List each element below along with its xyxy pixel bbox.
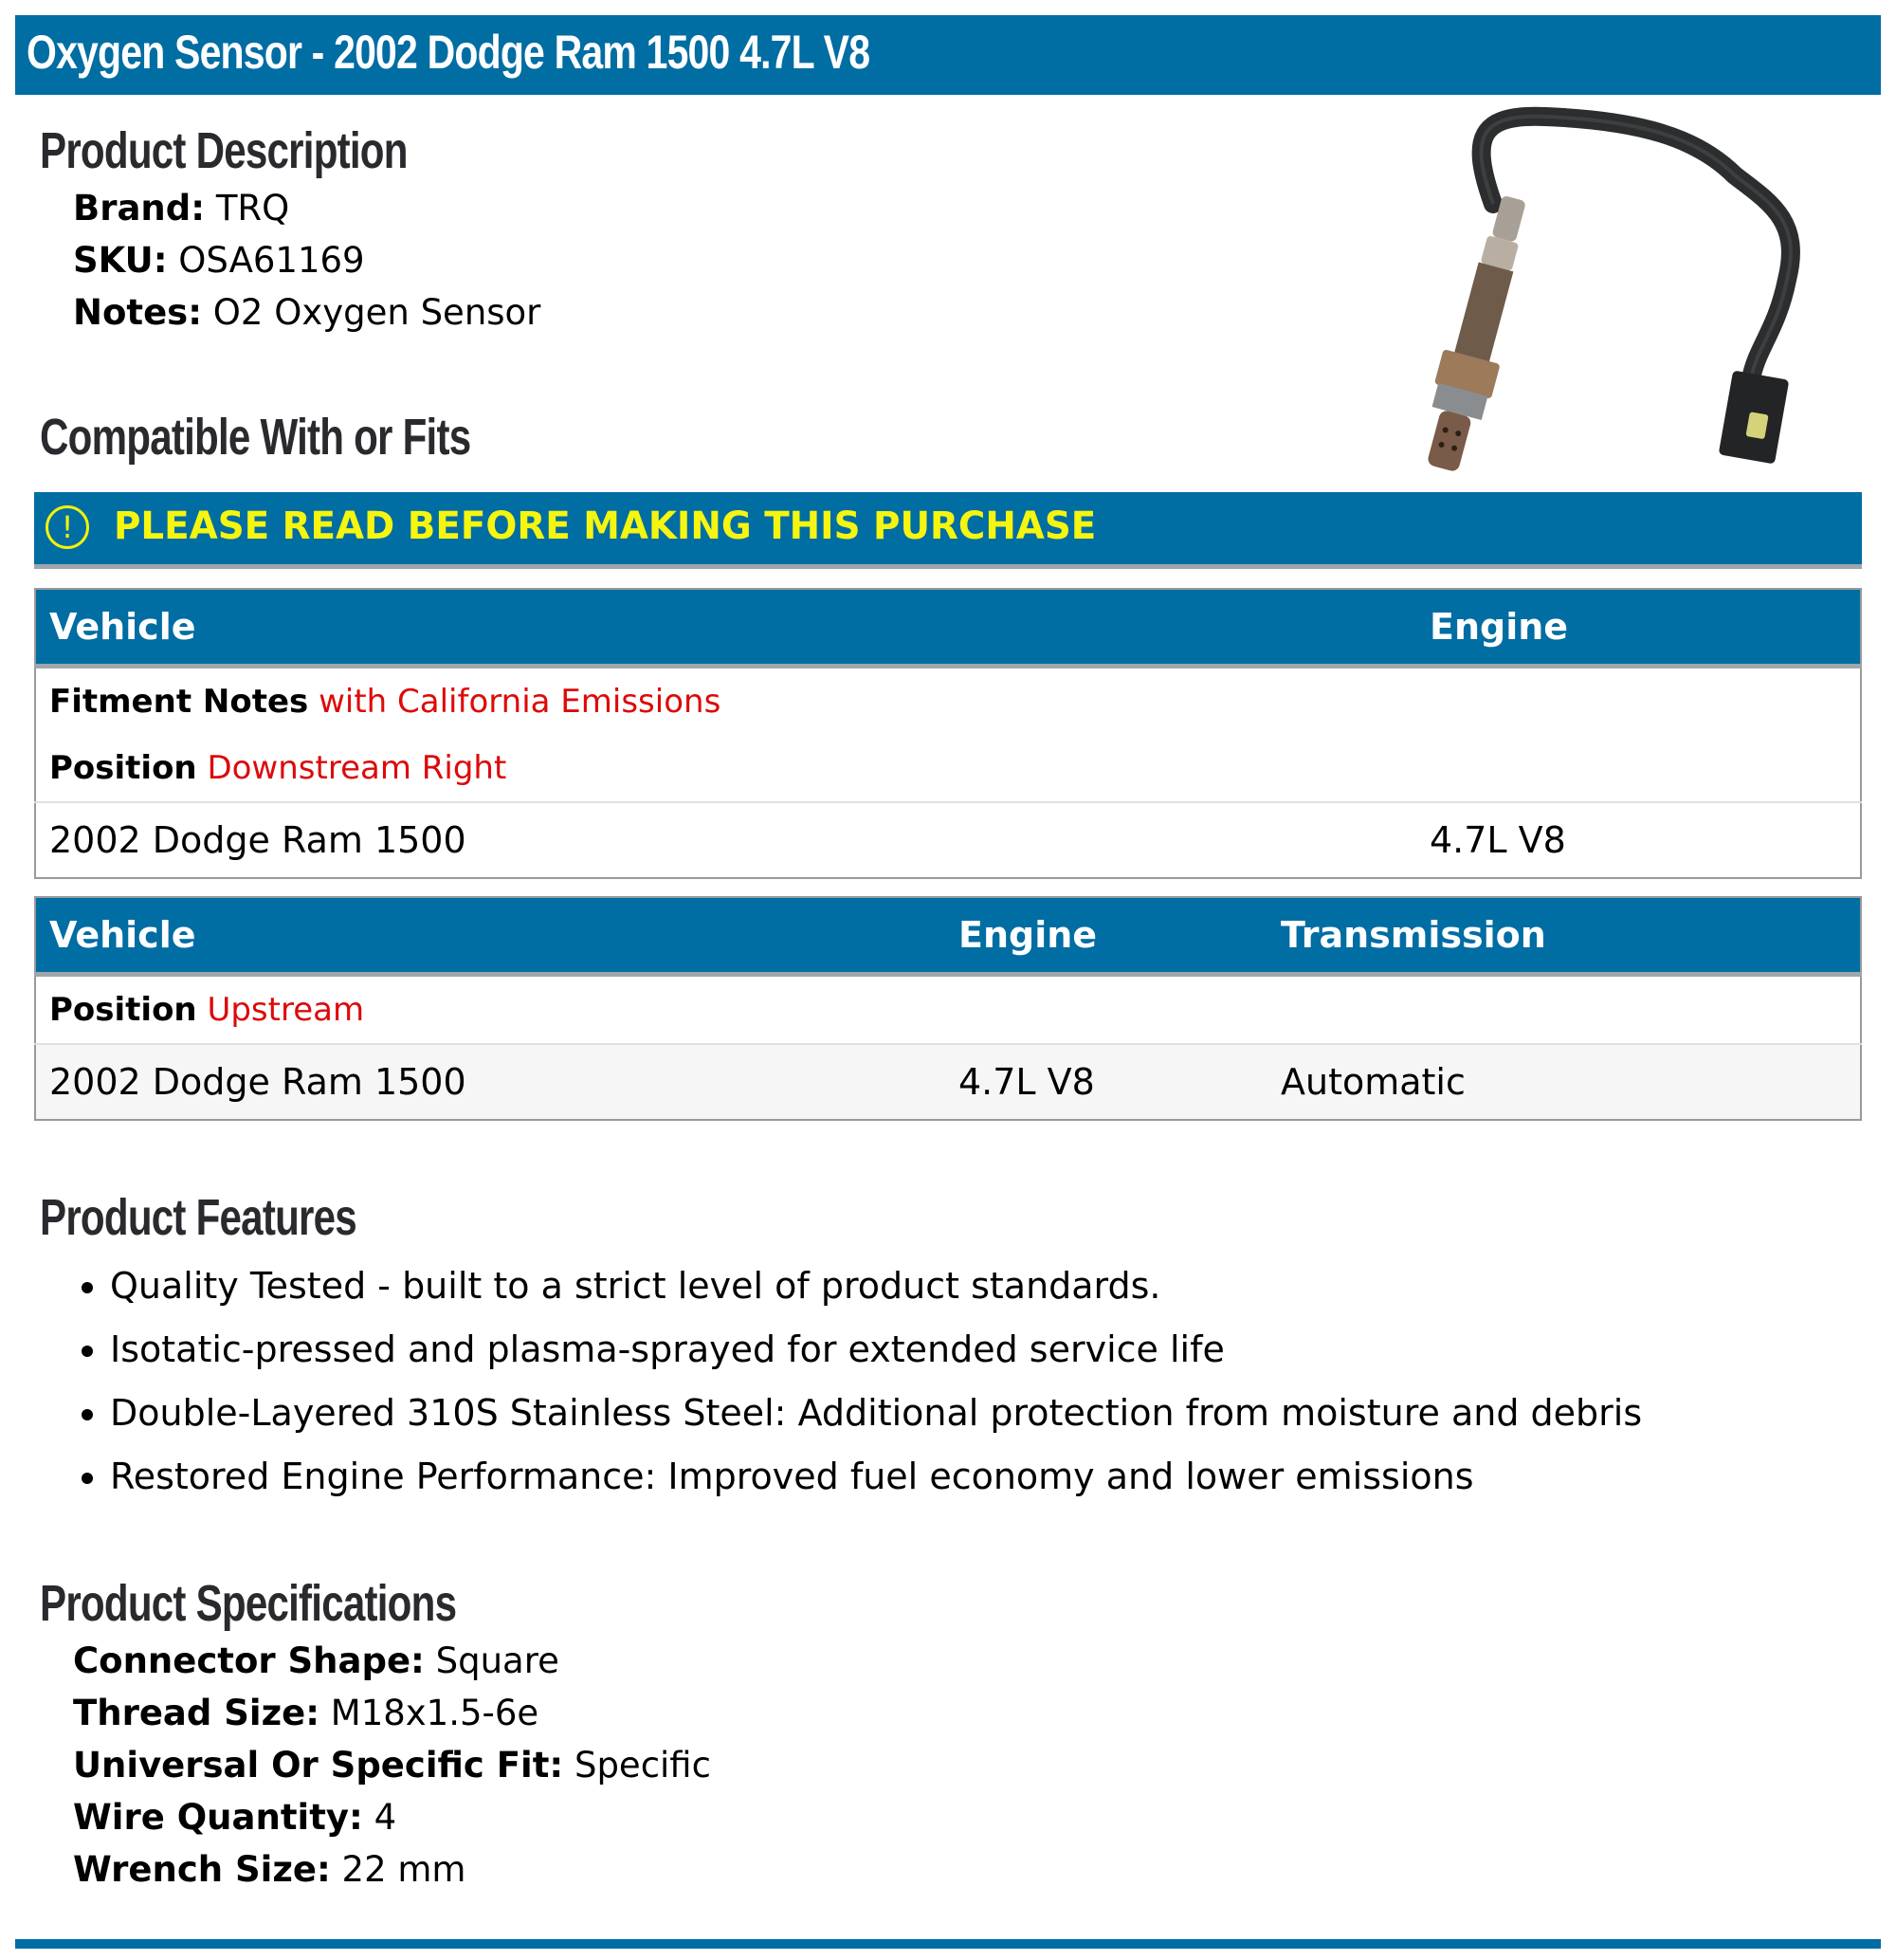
fitment-notes-label: Fitment Notes	[49, 683, 309, 721]
spec-value: 4	[374, 1797, 397, 1838]
engine-cell: 4.7L V8	[1416, 802, 1861, 878]
sku-label: SKU:	[73, 240, 168, 281]
compatibility-heading: Compatible With or Fits	[40, 409, 471, 466]
vehicle-cell: 2002 Dodge Ram 1500	[35, 1044, 945, 1120]
page-title: Oxygen Sensor - 2002 Dodge Ram 1500 4.7L V8	[27, 26, 870, 79]
column-header-engine: Engine	[1416, 589, 1861, 667]
notes-row	[73, 292, 540, 333]
spec-value: Square	[435, 1640, 559, 1681]
purchase-warning-banner	[34, 492, 1862, 569]
warning-text: PLEASE READ BEFORE MAKING THIS PURCHASE	[114, 504, 1097, 548]
fitment-notes-value: with California Emissions	[319, 683, 721, 721]
notes-value: O2 Oxygen Sensor	[212, 292, 541, 333]
spec-row-connector-shape	[73, 1640, 559, 1681]
spec-value: 22 mm	[341, 1849, 466, 1890]
table-row	[35, 802, 1861, 878]
fitment-note-row	[35, 667, 1861, 736]
features-list	[76, 1261, 1642, 1515]
spec-label: Thread Size:	[73, 1693, 320, 1733]
fitment-table-2	[34, 896, 1862, 1121]
spec-value: M18x1.5-6e	[330, 1693, 539, 1733]
spec-row-fit	[73, 1745, 711, 1786]
spec-row-wire-quantity	[73, 1797, 396, 1838]
spec-label: Wire Quantity:	[73, 1797, 363, 1838]
spec-value: Specific	[574, 1745, 711, 1786]
spec-label: Wrench Size:	[73, 1849, 331, 1890]
brand-row	[73, 188, 289, 229]
title-bar	[15, 15, 1881, 95]
product-image	[1356, 100, 1811, 479]
notes-label: Notes:	[73, 292, 202, 333]
position-note-row	[35, 975, 1861, 1045]
sku-row	[73, 240, 365, 281]
product-description-heading: Product Description	[40, 122, 408, 179]
engine-cell: 4.7L V8	[945, 1044, 1267, 1120]
position-value: Upstream	[207, 991, 365, 1029]
spec-row-thread-size	[73, 1693, 538, 1733]
product-specifications-heading: Product Specifications	[40, 1575, 457, 1632]
brand-value: TRQ	[215, 188, 290, 229]
transmission-cell: Automatic	[1267, 1044, 1861, 1120]
column-header-engine: Engine	[945, 897, 1267, 975]
table-row	[35, 1044, 1861, 1120]
spec-row-wrench-size	[73, 1849, 465, 1890]
sku-value: OSA61169	[178, 240, 365, 281]
list-item: • Restored Engine Performance: Improved fuel economy and lower emissions	[110, 1452, 1642, 1515]
product-features-heading: Product Features	[40, 1189, 356, 1246]
position-label: Position	[49, 991, 197, 1029]
position-value: Downstream Right	[207, 749, 507, 787]
position-note-row	[35, 735, 1861, 802]
spec-label: Connector Shape:	[73, 1640, 425, 1681]
exclamation-circle-icon: !	[46, 505, 89, 549]
list-item: • Isotatic-pressed and plasma-sprayed for extended service life	[110, 1325, 1642, 1388]
column-header-transmission: Transmission	[1267, 897, 1861, 975]
position-label: Position	[49, 749, 197, 787]
list-item: • Quality Tested - built to a strict level of product standards.	[110, 1261, 1642, 1325]
spec-label: Universal Or Specific Fit:	[73, 1745, 564, 1786]
brand-label: Brand:	[73, 188, 206, 229]
column-header-vehicle: Vehicle	[35, 589, 1416, 667]
list-item: • Double-Layered 310S Stainless Steel: Additional protection from moisture and debris	[110, 1388, 1642, 1452]
column-header-vehicle: Vehicle	[35, 897, 945, 975]
fitment-table-1	[34, 588, 1862, 879]
bottom-divider	[15, 1939, 1881, 1949]
vehicle-cell: 2002 Dodge Ram 1500	[35, 802, 1416, 878]
